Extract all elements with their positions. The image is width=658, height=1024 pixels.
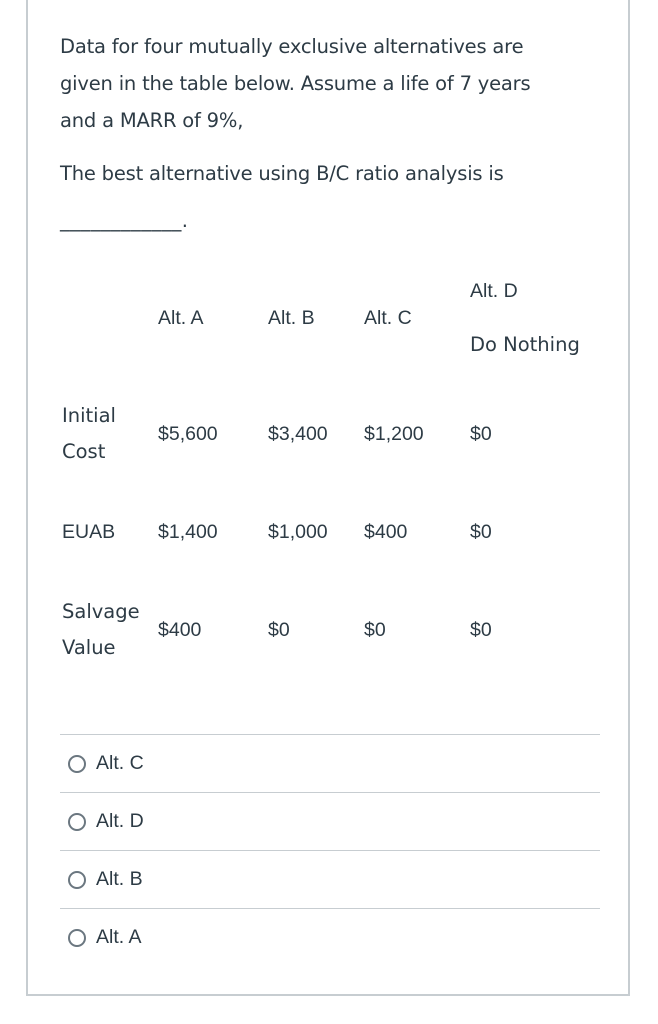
answer-label: Alt. B [96, 868, 143, 890]
answer-label: Alt. D [96, 810, 144, 832]
cell-value: $5,600 [158, 423, 218, 445]
radio-button[interactable] [68, 929, 86, 947]
radio-button[interactable] [68, 813, 86, 831]
answer-option-alt-c[interactable] [60, 734, 600, 792]
question-line-3: and a MARR of 9%, [60, 109, 244, 132]
row-label-line1: Initial [62, 404, 116, 427]
cell-value: $400 [158, 619, 202, 641]
answer-option-alt-b[interactable] [60, 850, 600, 908]
row-label-line2: Value [62, 636, 116, 659]
header-alt-c: Alt. C [364, 307, 412, 329]
answer-option-alt-a[interactable] [60, 908, 600, 966]
header-empty [56, 268, 158, 368]
cell-value: $1,000 [268, 521, 328, 543]
header-alt-d-line2: Do Nothing [470, 333, 580, 356]
table-header-row [56, 268, 600, 368]
header-alt-d [470, 268, 600, 368]
answer-blank: ____________. [60, 209, 189, 232]
cell-value: $0 [470, 423, 492, 445]
question-line-1: Data for four mutually exclusive alternatives are [60, 35, 524, 58]
cell-value: $0 [364, 619, 386, 641]
table-row [56, 368, 600, 500]
header-alt-d-line1: Alt. D [470, 280, 518, 302]
answer-label: Alt. C [96, 752, 144, 774]
cell-value: $0 [470, 521, 492, 543]
answer-label: Alt. A [96, 926, 142, 948]
question-line-2: given in the table below. Assume a life of 7 years [60, 72, 531, 95]
cell-value: $400 [364, 521, 408, 543]
radio-button[interactable] [68, 871, 86, 889]
radio-button[interactable] [68, 755, 86, 773]
answer-options [60, 734, 600, 966]
table-row [56, 564, 600, 696]
row-label-euab: EUAB [62, 521, 116, 543]
cell-value: $0 [268, 619, 290, 641]
alternatives-table [56, 268, 600, 696]
cell-value: $1,400 [158, 521, 218, 543]
header-alt-b: Alt. B [268, 307, 315, 329]
question-stem: The best alternative using B/C ratio analysis is [60, 162, 504, 185]
cell-value: $3,400 [268, 423, 328, 445]
answer-option-alt-d[interactable] [60, 792, 600, 850]
question-text [60, 28, 600, 239]
cell-value: $1,200 [364, 423, 424, 445]
header-alt-a: Alt. A [158, 307, 204, 329]
table-row [56, 500, 600, 564]
row-label-line2: Cost [62, 440, 106, 463]
row-label-initial-cost [56, 368, 158, 500]
cell-value: $0 [470, 619, 492, 641]
row-label-line1: Salvage [62, 600, 140, 623]
row-label-salvage-value [56, 564, 158, 696]
question-card [26, 0, 630, 996]
